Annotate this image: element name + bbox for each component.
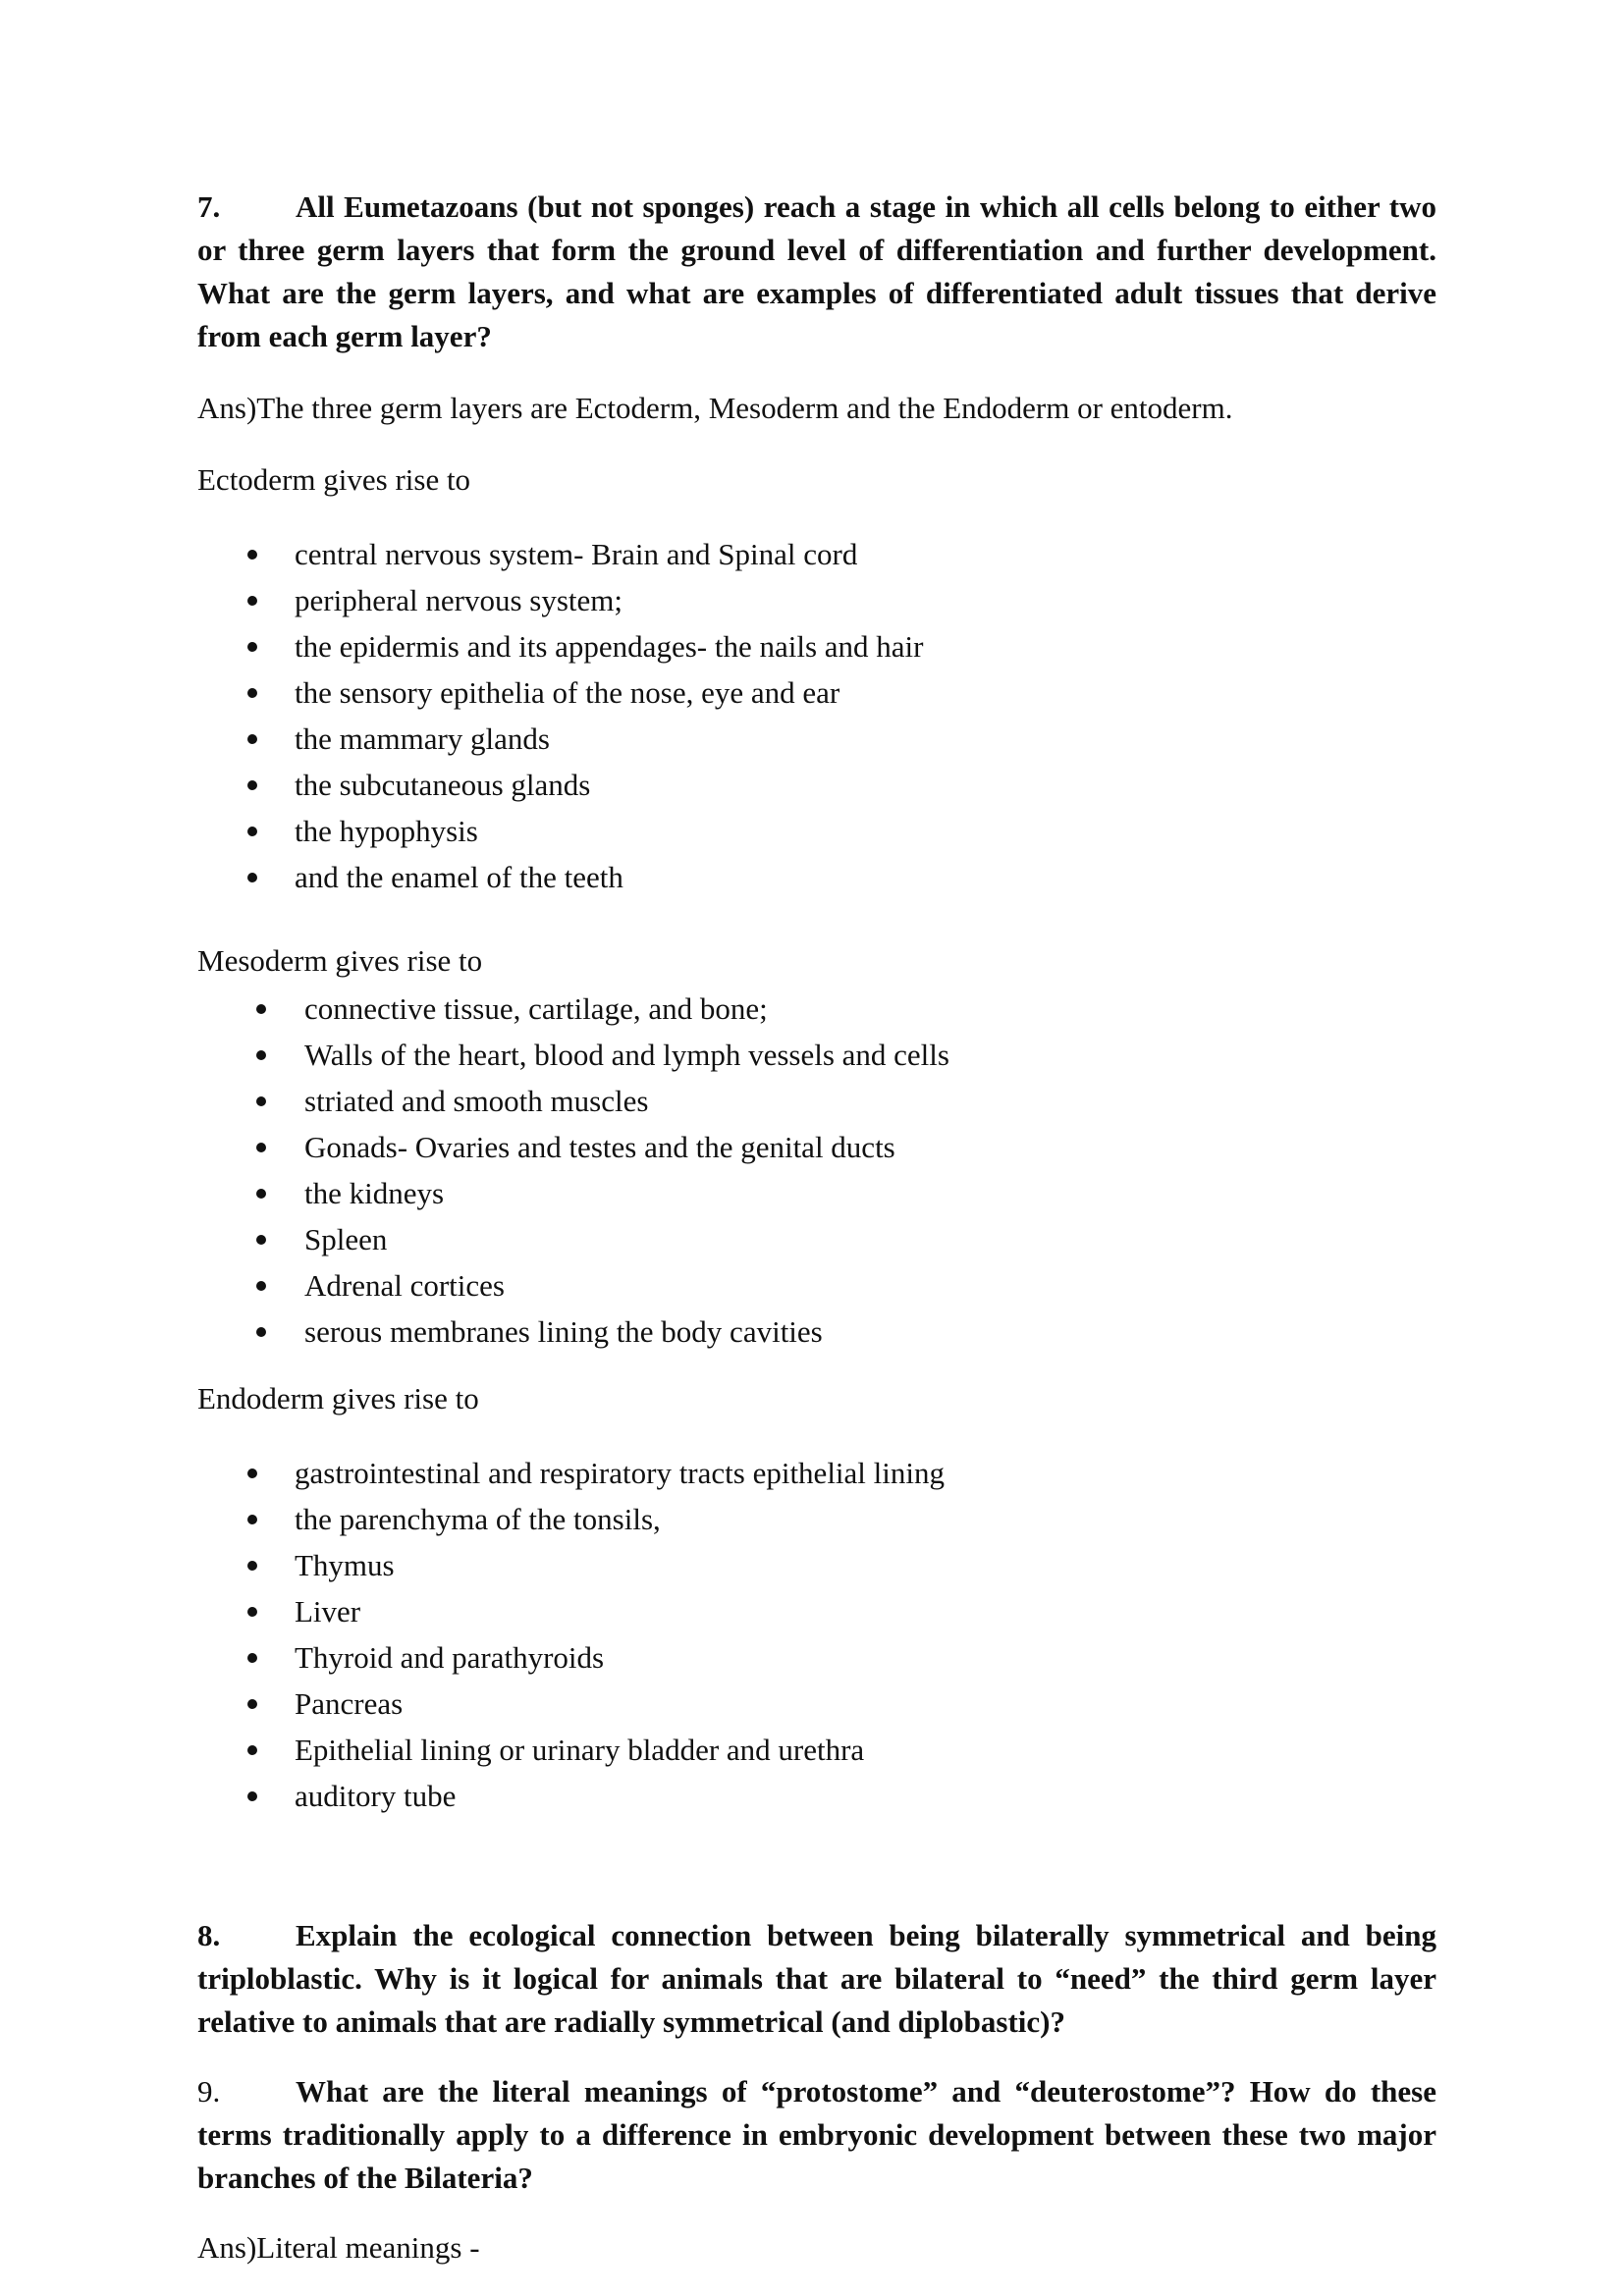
bullet-icon — [256, 1281, 266, 1291]
question-7 — [197, 186, 1436, 358]
bullet-icon — [247, 550, 257, 560]
bullet-icon — [247, 688, 257, 698]
question-text: All Eumetazoans (but not sponges) reach a stage in which all cells belong to either two or three germ layers that form the ground level of differentiation and further development. What are the germ layers, and what are examples of differentiated adult tissues that derive from each germ layer? — [197, 189, 1436, 353]
ectoderm-heading: Ectoderm gives rise to — [197, 462, 471, 497]
bullet-icon — [256, 1189, 266, 1199]
bullet-icon — [256, 1235, 266, 1245]
bullet-icon — [247, 1699, 257, 1709]
bullet-icon — [247, 827, 257, 836]
question-9 — [197, 2070, 1436, 2200]
question-8 — [197, 1914, 1436, 2044]
answer-9: Ans)Literal meanings - — [197, 2230, 480, 2265]
question-number: 8. — [197, 1918, 221, 1952]
bullet-icon — [247, 1745, 257, 1755]
bullet-icon — [247, 1607, 257, 1617]
bullet-icon — [247, 1468, 257, 1478]
bullet-icon — [256, 1096, 266, 1106]
bullet-icon — [256, 1004, 266, 1014]
bullet-icon — [247, 734, 257, 744]
answer-7: Ans)The three germ layers are Ectoderm, Mesoderm and the Endoderm or entoderm. — [197, 391, 1233, 425]
bullet-icon — [247, 1653, 257, 1663]
endoderm-heading: Endoderm gives rise to — [197, 1381, 479, 1415]
bullet-icon — [247, 780, 257, 790]
bullet-icon — [247, 1561, 257, 1571]
document-page: 7. All Eumetazoans (but not sponges) reach a stage in which all cells belong to either two or three germ layers that form the ground level of differentiation and further development. What are the germ layers, and what are examples of differentiated adult tissues that derive from each germ layer? Ans)The three germ layers are Ectoderm, Mesoderm and the Endoderm or entoderm. Ectoderm gives rise to central nervous system- Brain and Spinal cord peripheral nervous system; the epidermis and its appendages- the nails and hair the sensory epithelia of the nose, eye and ear the mammary glands the subcutaneous glands the hypophysis and the enamel of the teeth Mesoderm gives rise to connective tissue, cartilage, and bone; Walls of the heart, blood and lymph vessels and cells striated and smooth muscles Gonads- Ovaries and testes and the genital ducts the kidneys Spleen Adrenal cortices serous membranes lining the body cavities Endoderm gives rise to gastrointestinal and respiratory tracts epithelial lining the parenchyma of the tonsils, Thymus Liver Thyroid and parathyroids Pancreas Epithelial lining or urinary bladder and urethra auditory tube 8. Explain the ecological connection between being bilaterally symmetrical and being triploblastic. Why is it logical for animals that are bilateral to “need” the third germ layer relative to animals that are radially symmetrical (and diplobastic)? 9. What are the literal meanings of “protostome” and “deuterostome”? How do these terms traditionally apply to a difference in embryonic development between these two major branches of the Bilateria? Ans)Literal meanings - — [0, 0, 1624, 2296]
bullet-icon — [247, 642, 257, 652]
question-number: 7. — [197, 189, 221, 224]
bullet-icon — [256, 1143, 266, 1152]
question-text: Explain the ecological connection between being bilaterally symmetrical and being triploblastic. Why is it logical for animals that are bilateral to “need” the third germ layer relative to animals that are radially symmetrical (and diplobastic)? — [197, 1918, 1436, 2039]
bullet-icon — [247, 1515, 257, 1524]
bullet-icon — [247, 1791, 257, 1801]
mesoderm-heading: Mesoderm gives rise to — [197, 943, 483, 978]
question-number: 9. — [197, 2074, 221, 2109]
bullet-icon — [256, 1050, 266, 1060]
bullet-icon — [247, 596, 257, 606]
bullet-icon — [247, 873, 257, 882]
bullet-icon — [256, 1327, 266, 1337]
question-text: What are the literal meanings of “protostome” and “deuterostome”? How do these terms traditionally apply to a difference in embryonic development between these two major branches of the Bilateria? — [197, 2074, 1436, 2195]
